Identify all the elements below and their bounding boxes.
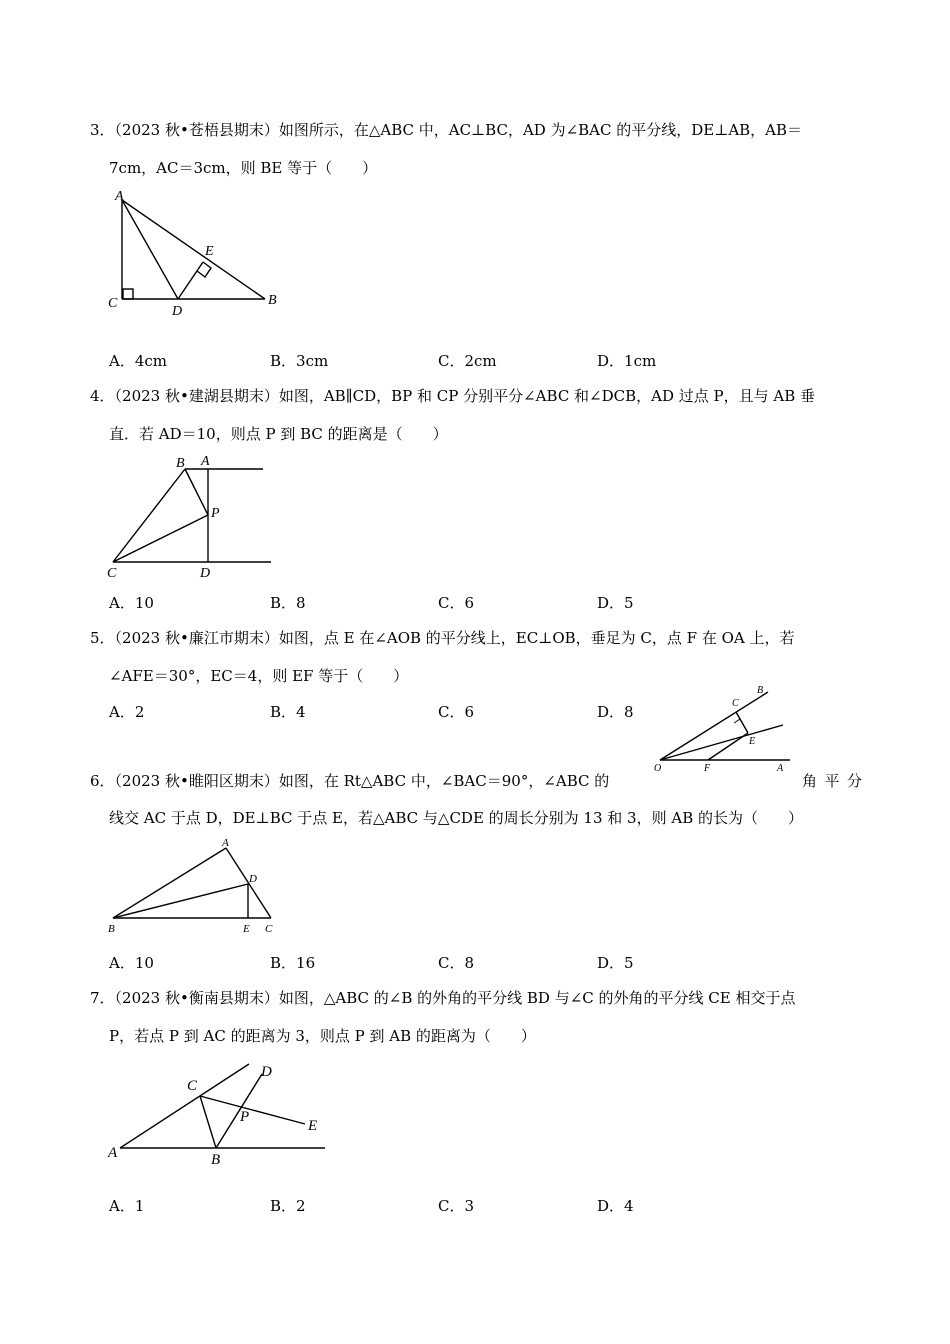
q7-label-e: E xyxy=(308,1118,318,1134)
q3-perp-de xyxy=(178,262,203,299)
q6-option-c[interactable]: C．8 xyxy=(438,954,475,972)
q7-ray-ac xyxy=(120,1064,249,1148)
q7-text-line1: 7．（2023 秋•衡南县期末）如图，△ABC 的∠B 的外角的平分线 BD 与∠C 的外角的平分线 CE 相交于点 xyxy=(90,989,796,1007)
q5-segment-fe xyxy=(708,733,748,760)
q7-option-d[interactable]: D．4 xyxy=(597,1197,634,1215)
q6-side-ba xyxy=(113,848,226,918)
q5-figure xyxy=(650,684,820,774)
q6-text-line1: 6．（2023 秋•睢阳区期末）如图，在 Rt△ABC 中，∠BAC＝90°，∠ABC 的 xyxy=(90,772,610,790)
q5-option-c[interactable]: C．6 xyxy=(438,703,475,721)
q6-text-line1-tail xyxy=(802,771,862,791)
q4-label-b: B xyxy=(176,456,185,471)
q3-label-a: A xyxy=(115,189,124,204)
q7-label-b: B xyxy=(211,1152,221,1168)
q6-label-a: A xyxy=(222,837,229,849)
q3-text-line1: 3．（2023 秋•苍梧县期末）如图所示，在△ABC 中，AC⊥BC，AD 为∠BAC 的平分线，DE⊥AB，AB＝ xyxy=(90,121,803,139)
q5-label-a: A xyxy=(777,763,784,774)
q5-bisector xyxy=(660,725,783,760)
q3-label-e: E xyxy=(205,244,214,259)
q6-text-line2: 线交 AC 于点 D，DE⊥BC 于点 E，若△ABC 与△CDE 的周长分别为 13 和 3，则 AB 的长为（ ） xyxy=(109,809,803,827)
q5-ray-ob xyxy=(660,692,768,760)
q3-option-c[interactable]: C．2cm xyxy=(438,352,497,370)
q6-label-e: E xyxy=(243,923,250,935)
q3-bisector-ad xyxy=(122,200,178,299)
q4-label-a: A xyxy=(201,454,210,469)
q7-option-a[interactable]: A．1 xyxy=(109,1197,145,1215)
q5-text-line2: ∠AFE＝30°，EC＝4，则 EF 等于（ ） xyxy=(109,667,409,685)
q5-label-o: O xyxy=(654,763,662,774)
q7-label-c: C xyxy=(187,1078,198,1094)
q4-figure xyxy=(103,452,278,582)
q7-label-d: D xyxy=(261,1064,272,1080)
q3-right-angle-e xyxy=(197,262,211,277)
q3-label-c: C xyxy=(108,296,118,311)
q3-option-b[interactable]: B．3cm xyxy=(270,352,329,370)
q3-label-d: D xyxy=(172,304,183,319)
q4-segment-cp xyxy=(113,515,208,562)
q6-option-b[interactable]: B．16 xyxy=(270,954,316,972)
q3-option-d[interactable]: D．1cm xyxy=(597,352,657,370)
q7-label-a: A xyxy=(108,1145,118,1161)
q4-segment-bc xyxy=(113,469,185,562)
q6-option-d[interactable]: D．5 xyxy=(597,954,634,972)
q7-text-line2: P，若点 P 到 AC 的距离为 3，则点 P 到 AB 的距离为（ ） xyxy=(109,1027,536,1045)
q3-figure xyxy=(105,188,285,323)
q7-label-p: P xyxy=(240,1109,250,1125)
q5-label-b: B xyxy=(757,685,764,696)
q7-side-cb xyxy=(200,1096,216,1148)
q6-bisector-bd xyxy=(113,884,248,918)
q4-option-a[interactable]: A．10 xyxy=(109,594,154,612)
q3-label-b: B xyxy=(268,293,277,308)
q4-segment-bp xyxy=(185,469,208,515)
q4-option-b[interactable]: B．8 xyxy=(270,594,306,612)
q5-option-d[interactable]: D．8 xyxy=(597,703,634,721)
q3-option-a[interactable]: A．4cm xyxy=(109,352,168,370)
q5-text-line1: 5．（2023 秋•廉江市期末）如图，点 E 在∠AOB 的平分线上，EC⊥OB，垂足为 C，点 F 在 OA 上，若 xyxy=(90,629,795,647)
q6-label-b: B xyxy=(108,923,115,935)
q7-option-c[interactable]: C．3 xyxy=(438,1197,475,1215)
q6-option-a[interactable]: A．10 xyxy=(109,954,154,972)
q3-text-line2: 7cm，AC＝3cm，则 BE 等于（ ） xyxy=(109,159,378,177)
q5-label-f: F xyxy=(704,763,711,774)
q5-option-a[interactable]: A．2 xyxy=(109,703,145,721)
q4-label-c: C xyxy=(107,566,117,581)
q4-label-p: P xyxy=(211,506,220,521)
q7-option-b[interactable]: B．2 xyxy=(270,1197,306,1215)
q7-bisector-ce xyxy=(200,1096,305,1124)
q3-side-ab xyxy=(122,200,265,299)
q4-text-line1: 4．（2023 秋•建湖县期末）如图，AB∥CD，BP 和 CP 分别平分∠ABC 和∠DCB，AD 过点 P，且与 AB 垂 xyxy=(90,387,816,405)
q4-option-c[interactable]: C．6 xyxy=(438,594,475,612)
q6-tail-char-1: 角 xyxy=(802,772,818,790)
q7-figure xyxy=(103,1058,333,1173)
q6-tail-char-3: 分 xyxy=(846,772,862,790)
q3-right-angle-c xyxy=(123,289,133,299)
q5-label-e: E xyxy=(749,736,756,747)
q6-figure xyxy=(103,836,288,936)
q6-label-d: D xyxy=(249,873,257,885)
q4-label-d: D xyxy=(200,566,211,581)
q6-label-c: C xyxy=(265,923,273,935)
q4-option-d[interactable]: D．5 xyxy=(597,594,634,612)
q5-label-c: C xyxy=(732,698,739,709)
q4-text-line2: 直．若 AD＝10，则点 P 到 BC 的距离是（ ） xyxy=(109,425,448,443)
q6-tail-char-2: 平 xyxy=(824,772,840,790)
q5-option-b[interactable]: B．4 xyxy=(270,703,306,721)
